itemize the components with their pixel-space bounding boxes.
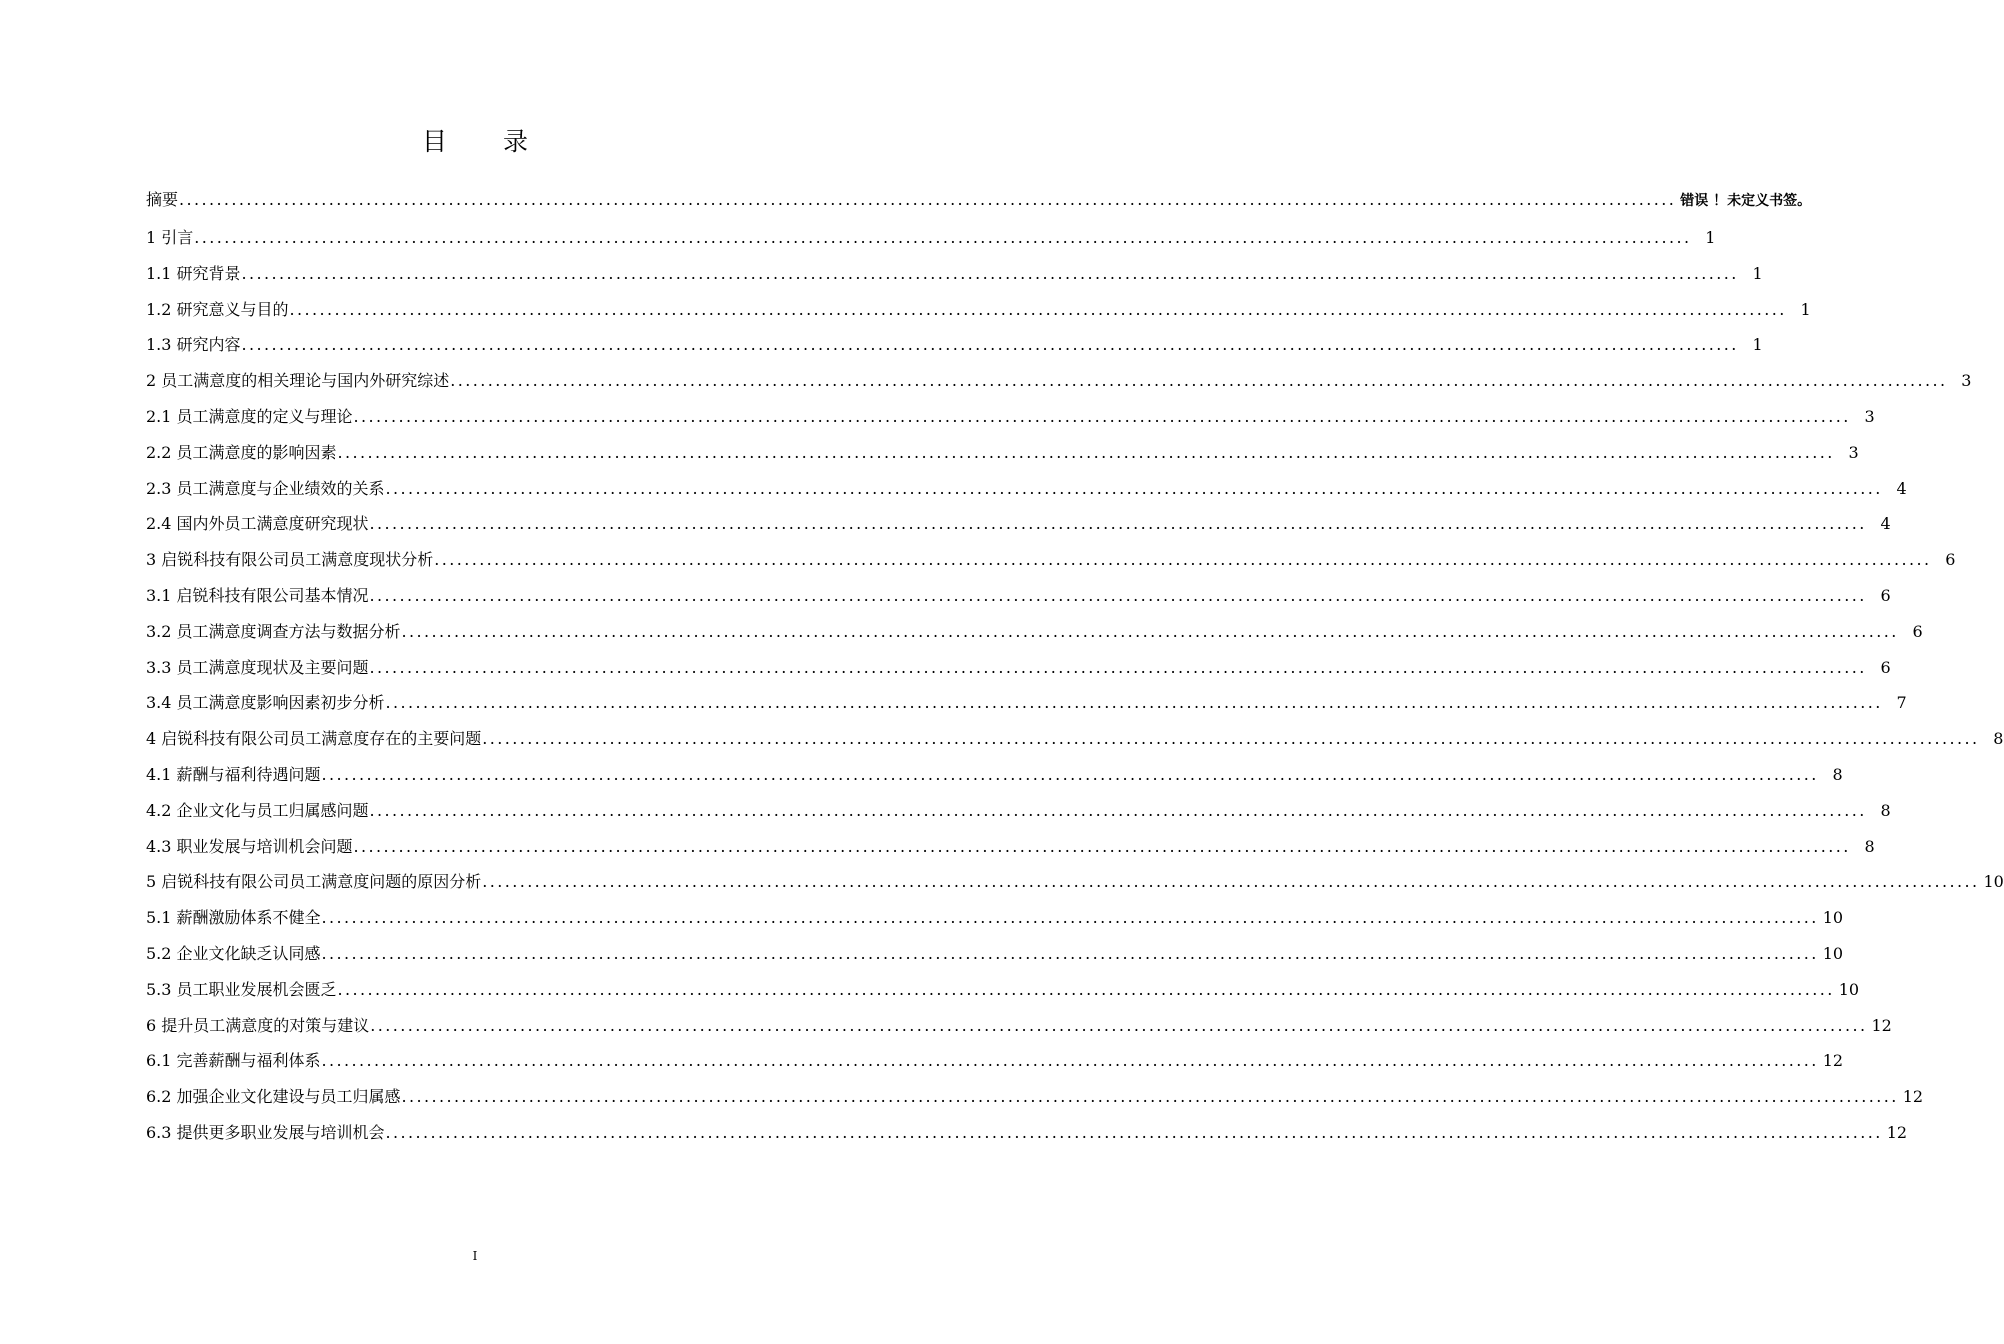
toc-entry[interactable]: [146, 691, 1907, 727]
toc-leader-dots: ........................................................................................................................................................................................................: [401, 1087, 1899, 1107]
toc-leader-dots: ........................................................................................................................................................................................................: [321, 764, 1819, 784]
toc-leader-dots: ........................................................................................................................................................................................................: [337, 442, 1835, 462]
toc-entry-label: 1.3 研究内容: [146, 335, 241, 355]
toc-entry-page: 3: [1961, 371, 1972, 391]
toc-entry[interactable]: [146, 763, 1843, 799]
toc-entry-page: 3: [1864, 406, 1875, 426]
toc-leader-dots: ........................................................................................................................................................................................................: [482, 729, 1980, 749]
toc-entry[interactable]: [146, 477, 1907, 513]
toc-entry-page: 8: [1864, 836, 1875, 856]
toc-leader-dots: ........................................................................................................................................................................................................: [353, 406, 1851, 426]
toc-leader-dots: ........................................................................................................................................................................................................: [370, 1015, 1868, 1035]
toc-entry-label: 6 提升员工满意度的对策与建议: [146, 1015, 370, 1035]
toc-entry-page: 8: [1880, 800, 1891, 820]
toc-entry-label: 3 启锐科技有限公司员工满意度现状分析: [146, 550, 434, 570]
toc-entry-page: 12: [1871, 1015, 1892, 1035]
toc-entry[interactable]: [146, 584, 1891, 620]
toc-entry-label: 4.1 薪酬与福利待遇问题: [146, 764, 321, 784]
toc-leader-dots: ........................................................................................................................................................................................................: [179, 190, 1677, 209]
toc-leader-dots: ........................................................................................................................................................................................................: [321, 943, 1819, 963]
toc-entry-label: 5.3 员工职业发展机会匮乏: [146, 979, 337, 999]
toc-entry[interactable]: [146, 942, 1844, 978]
toc-entry-label: 5 启锐科技有限公司员工满意度问题的原因分析: [146, 872, 482, 892]
toc-entry-page: 6: [1880, 585, 1891, 605]
toc-entry-label: 5.2 企业文化缺乏认同感: [146, 943, 321, 963]
toc-entry-page: 1: [1705, 228, 1716, 247]
page-title: 目 录: [422, 127, 552, 156]
toc-leader-dots: ........................................................................................................................................................................................................: [450, 371, 1948, 391]
toc-entry-page: 6: [1912, 621, 1923, 641]
toc-leader-dots: ........................................................................................................................................................................................................: [241, 263, 1739, 283]
toc-entry[interactable]: [146, 512, 1891, 548]
toc-entry-page: 10: [1822, 943, 1844, 963]
toc-entry-label: 摘要: [146, 190, 179, 209]
toc-entry-page: 错误 ！未定义书签。: [1680, 193, 1812, 209]
toc-entry-label: 3.2 员工满意度调查方法与数据分析: [146, 621, 401, 641]
toc-leader-dots: ........................................................................................................................................................................................................: [401, 621, 1899, 641]
toc-leader-dots: ........................................................................................................................................................................................................: [321, 1051, 1819, 1071]
toc-entry-page: 12: [1886, 1122, 1908, 1142]
toc-entry[interactable]: [146, 262, 1763, 298]
toc-entry-label: 6.1 完善薪酬与福利体系: [146, 1051, 321, 1071]
toc-entry-label: 4 启锐科技有限公司员工满意度存在的主要问题: [146, 729, 482, 749]
toc-leader-dots: ........................................................................................................................................................................................................: [194, 228, 1692, 247]
toc-entry-label: 2.4 国内外员工满意度研究现状: [146, 514, 369, 534]
toc-entry-label: 1.2 研究意义与目的: [146, 299, 289, 319]
toc-entry[interactable]: [146, 369, 1972, 405]
toc-entry-page: 10: [1822, 908, 1844, 928]
toc-entry-page: 8: [1832, 764, 1843, 784]
toc-entry[interactable]: [146, 548, 1956, 584]
toc-leader-dots: ........................................................................................................................................................................................................: [482, 872, 1980, 892]
toc-entry[interactable]: [146, 1049, 1844, 1085]
toc-entry-page: 4: [1896, 478, 1907, 498]
toc-entry[interactable]: [146, 1085, 1924, 1121]
toc-leader-dots: ........................................................................................................................................................................................................: [385, 1122, 1883, 1142]
toc-entry-page: 10: [1838, 979, 1860, 999]
toc-entry[interactable]: [146, 405, 1875, 441]
toc-leader-dots: ........................................................................................................................................................................................................: [369, 514, 1867, 534]
table-of-contents: [146, 188, 2004, 1157]
toc-entry-label: 3.3 员工满意度现状及主要问题: [146, 657, 369, 677]
toc-entry[interactable]: [146, 870, 2004, 906]
toc-leader-dots: ........................................................................................................................................................................................................: [241, 335, 1739, 355]
toc-entry-label: 3.4 员工满意度影响因素初步分析: [146, 693, 385, 713]
toc-leader-dots: ........................................................................................................................................................................................................: [321, 908, 1819, 928]
toc-entry-page: 12: [1822, 1051, 1844, 1071]
toc-entry-page: 1: [1752, 263, 1763, 283]
toc-entry[interactable]: [146, 298, 1811, 334]
toc-entry[interactable]: [146, 835, 1875, 871]
toc-entry[interactable]: [146, 1014, 1892, 1050]
toc-entry-label: 6.3 提供更多职业发展与培训机会: [146, 1122, 385, 1142]
toc-entry-page: 6: [1945, 550, 1956, 570]
page-number: I: [472, 1249, 478, 1263]
toc-entry-page: 6: [1880, 657, 1891, 677]
toc-entry-page: 3: [1848, 442, 1859, 462]
toc-entry[interactable]: [146, 727, 2004, 763]
toc-entry-label: 2.2 员工满意度的影响因素: [146, 442, 337, 462]
toc-entry-label: 4.3 职业发展与培训机会问题: [146, 836, 353, 856]
toc-entry[interactable]: [146, 978, 1860, 1014]
toc-entry-label: 4.2 企业文化与员工归属感问题: [146, 800, 369, 820]
toc-leader-dots: ........................................................................................................................................................................................................: [369, 800, 1867, 820]
toc-entry-label: 6.2 加强企业文化建设与员工归属感: [146, 1087, 401, 1107]
toc-entry[interactable]: [146, 441, 1859, 477]
toc-leader-dots: ........................................................................................................................................................................................................: [289, 299, 1787, 319]
toc-leader-dots: ........................................................................................................................................................................................................: [369, 585, 1867, 605]
toc-entry-label: 3.1 启锐科技有限公司基本情况: [146, 585, 369, 605]
toc-entry-page: 1: [1752, 335, 1763, 355]
toc-entry-page: 7: [1896, 693, 1907, 713]
toc-entry-label: 2.1 员工满意度的定义与理论: [146, 406, 353, 426]
toc-entry-page: 4: [1880, 514, 1891, 534]
toc-entry-page: 12: [1902, 1087, 1924, 1107]
toc-entry-label: 1.1 研究背景: [146, 263, 241, 283]
toc-entry[interactable]: [146, 620, 1923, 656]
toc-entry[interactable]: [146, 333, 1763, 369]
toc-entry-page: 10: [1983, 872, 2004, 892]
toc-entry[interactable]: [146, 188, 1812, 226]
toc-leader-dots: ........................................................................................................................................................................................................: [369, 657, 1867, 677]
toc-leader-dots: ........................................................................................................................................................................................................: [353, 836, 1851, 856]
toc-entry[interactable]: [146, 226, 1716, 262]
toc-entry-label: 2.3 员工满意度与企业绩效的关系: [146, 478, 385, 498]
toc-entry[interactable]: [146, 656, 1891, 692]
toc-entry[interactable]: [146, 799, 1891, 835]
toc-entry[interactable]: [146, 906, 1844, 942]
toc-entry-page: 8: [1993, 729, 2004, 749]
toc-leader-dots: ........................................................................................................................................................................................................: [385, 693, 1883, 713]
toc-entry-label: 5.1 薪酬激励体系不健全: [146, 908, 321, 928]
toc-leader-dots: ........................................................................................................................................................................................................: [385, 478, 1883, 498]
toc-entry[interactable]: [146, 1121, 1908, 1157]
toc-entry-label: 2 员工满意度的相关理论与国内外研究综述: [146, 371, 450, 391]
toc-leader-dots: ........................................................................................................................................................................................................: [337, 979, 1835, 999]
toc-entry-page: 1: [1800, 299, 1811, 319]
toc-leader-dots: ........................................................................................................................................................................................................: [434, 550, 1932, 570]
toc-entry-label: 1 引言: [146, 228, 194, 247]
